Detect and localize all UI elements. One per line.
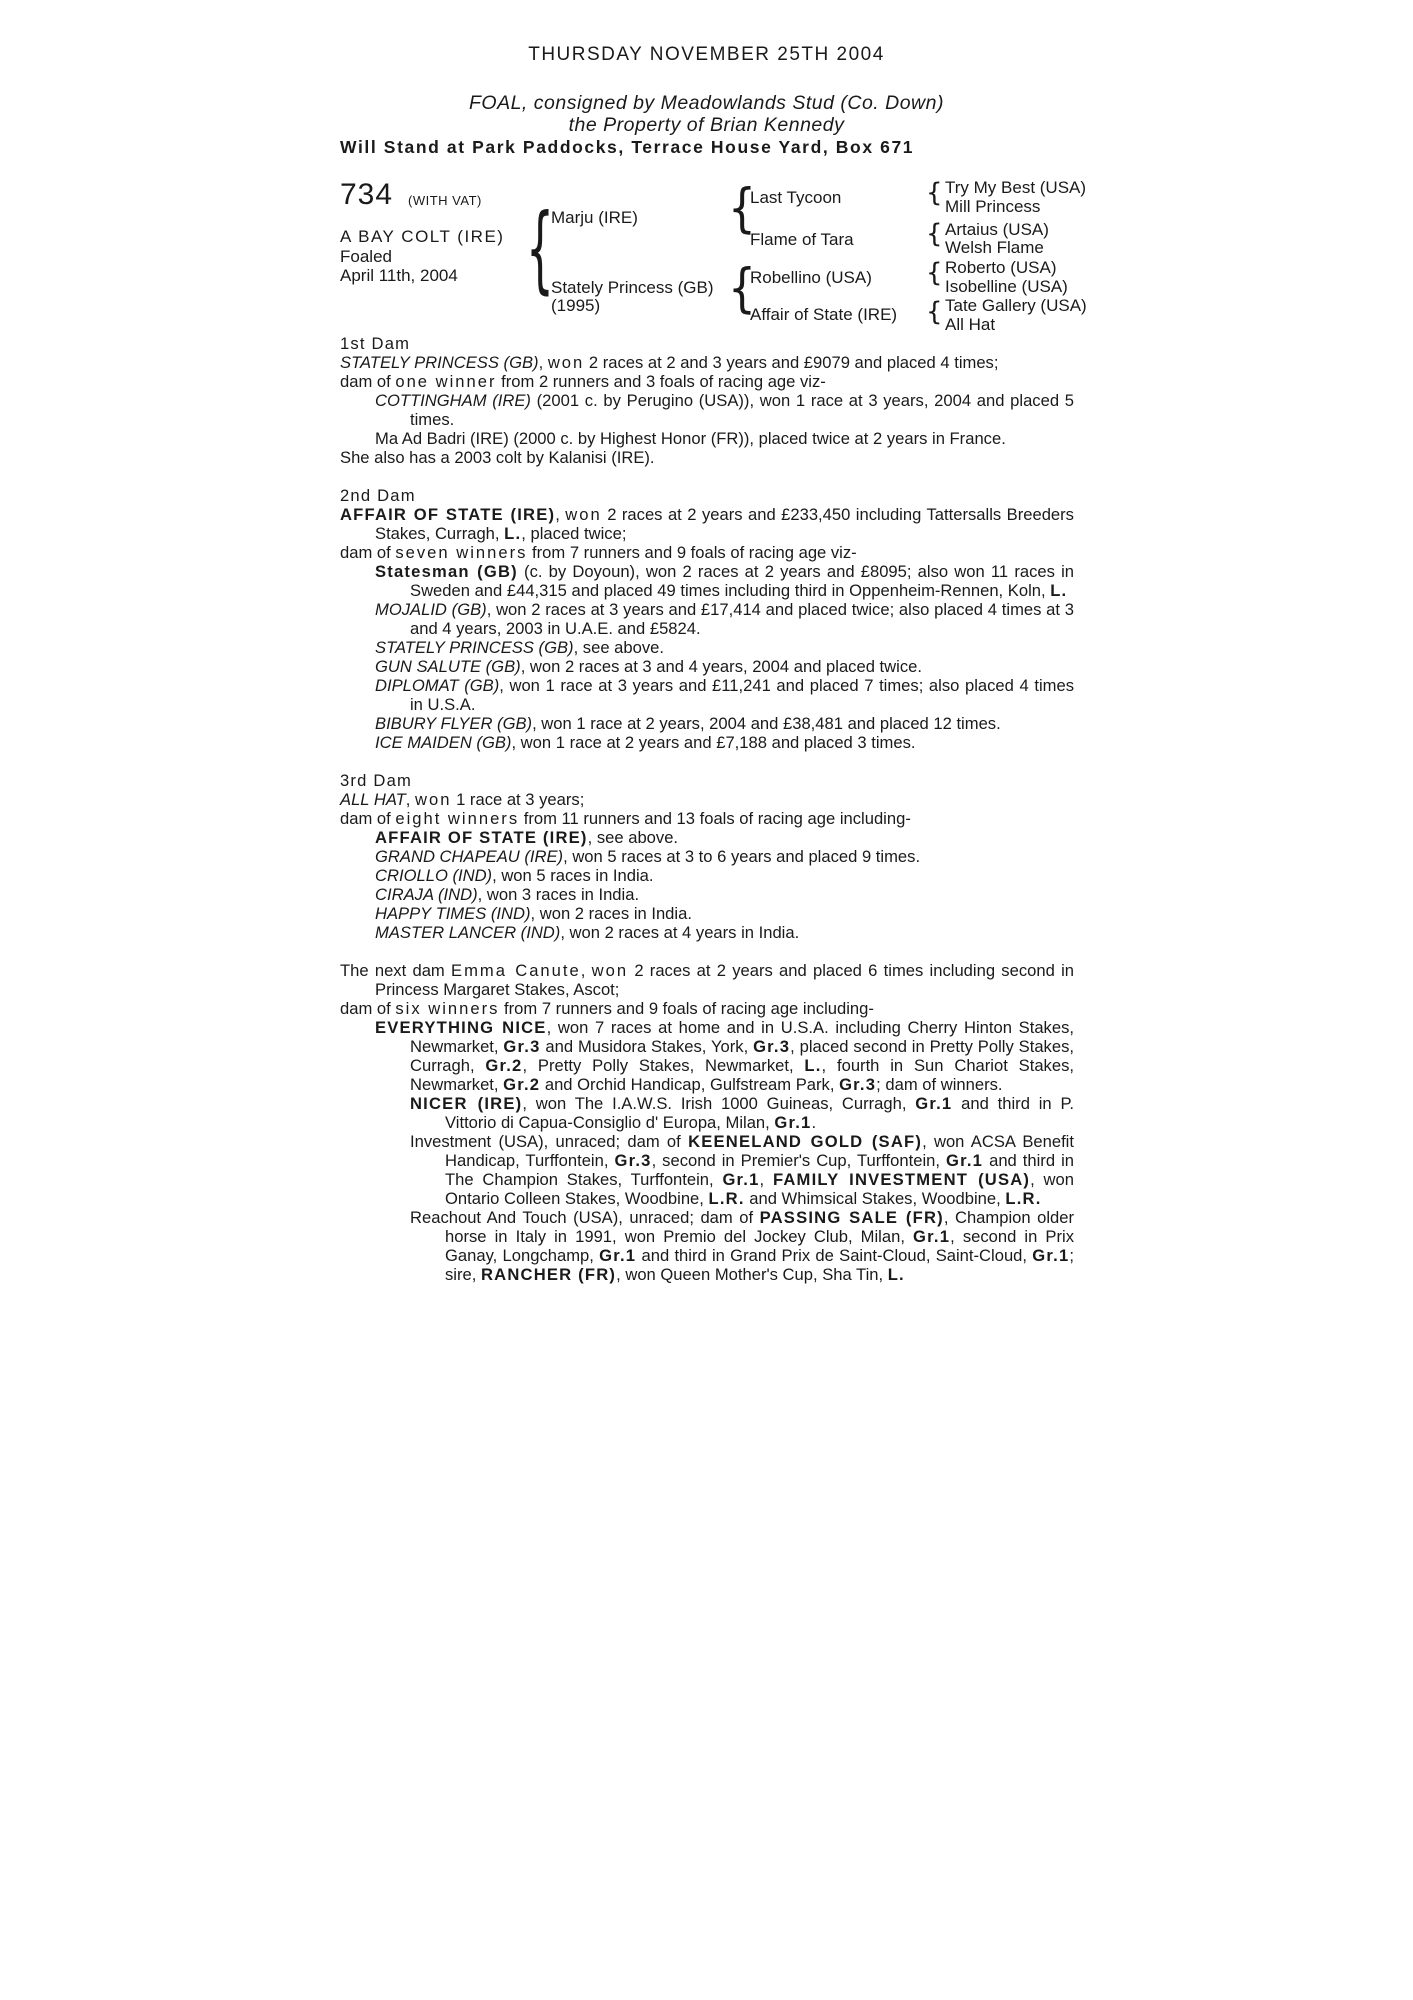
pedigree-brace-icon: { xyxy=(526,195,554,305)
horse-name: AFFAIR OF STATE (IRE) xyxy=(375,828,588,847)
pedigree-dam-year: (1995) xyxy=(551,296,601,315)
produce-entry: MOJALID (GB), won 2 races at 3 years and £17,414 and placed twice; also placed 4 times at 3 and 4 years, 2003 in U.A.E. and £5824. xyxy=(375,600,1074,638)
dam-record: AFFAIR OF STATE (IRE), won 2 races at 2 years and £233,450 including Tattersalls Breeders Stakes, Curragh, L., placed twice; xyxy=(340,505,1074,543)
produce-entry: DIPLOMAT (GB), won 1 race at 3 years and £11,241 and placed 7 times; also placed 4 times in U.S.A. xyxy=(375,676,1074,714)
pedigree-brace-icon: { xyxy=(926,258,943,288)
catalogue-body xyxy=(340,334,1074,1284)
horse-name: CIRAJA (IND) xyxy=(375,885,478,904)
produce-note: She also has a 2003 colt by Kalanisi (IRE). xyxy=(340,448,655,467)
produce-entry: Investment (USA), unraced; dam of KEENELAND GOLD (SAF), won ACSA Benefit Handicap, Turffontein, Gr.3, second in Premier's Cup, Turffontein, Gr.1 and third in The Champion Stakes, Turffontein, Gr.1, FAMILY INVESTMENT (USA), won Ontario Colleen Stakes, Woodbine, L.R. and Whimsical Stakes, Woodbine, L.R. xyxy=(410,1132,1074,1208)
produce-entry: HAPPY TIMES (IND), won 2 races in India. xyxy=(375,904,692,923)
horse-name: AFFAIR OF STATE (IRE) xyxy=(340,505,556,524)
horse-name: PASSING SALE (FR) xyxy=(759,1208,944,1227)
pedigree-brace-icon: { xyxy=(926,178,943,208)
section-heading: 3rd Dam xyxy=(340,771,413,790)
produce-entry: Reachout And Touch (USA), unraced; dam of PASSING SALE (FR), Champion older horse in Italy in 1991, won Premio del Jockey Club, Milan, Gr.1, second in Prix Ganay, Longchamp, Gr.1 and third in Grand Prix de Saint-Cloud, Saint-Cloud, Gr.1; sire, RANCHER (FR), won Queen Mother's Cup, Sha Tin, L. xyxy=(410,1208,1075,1284)
pedigree-g5: Roberto (USA) xyxy=(945,258,1057,277)
produce-entry: Statesman (GB) (c. by Doyoun), won 2 races at 2 years and £8095; also won 11 races in Sweden and £44,315 and placed 49 times including third in Oppenheim-Rennen, Koln, L. xyxy=(375,562,1075,600)
lot-number: 734 xyxy=(340,178,394,211)
pedigree-brace-icon: { xyxy=(728,258,756,320)
stand-location: Will Stand at Park Paddocks, Terrace House Yard, Box 671 xyxy=(340,137,915,157)
section-heading: 2nd Dam xyxy=(340,486,416,505)
produce-entry: GRAND CHAPEAU (IRE), won 5 races at 3 to 6 years and placed 9 times. xyxy=(375,847,921,866)
produce-summary: dam of six winners from 7 runners and 9 foals of racing age including- xyxy=(340,999,874,1018)
dam-record: STATELY PRINCESS (GB), won 2 races at 2 and 3 years and £9079 and placed 4 times; xyxy=(340,353,999,372)
produce-entry: STATELY PRINCESS (GB), see above. xyxy=(375,638,664,657)
pedigree-g3: Artaius (USA) xyxy=(945,220,1049,239)
pedigree-sire-sire: Last Tycoon xyxy=(750,188,842,207)
next-dam-section xyxy=(340,961,1074,1284)
pedigree-brace-icon: { xyxy=(728,178,756,240)
produce-entry: CRIOLLO (IND), won 5 races in India. xyxy=(375,866,654,885)
dam-record: ALL HAT, won 1 race at 3 years; xyxy=(340,790,585,809)
foaled-date: April 11th, 2004 xyxy=(340,266,458,285)
pedigree-dam-dam: Affair of State (IRE) xyxy=(750,305,898,324)
horse-name: DIPLOMAT (GB) xyxy=(375,676,500,695)
horse-name: Emma Canute xyxy=(451,961,581,980)
horse-name: HAPPY TIMES (IND) xyxy=(375,904,531,923)
produce-entry: EVERYTHING NICE, won 7 races at home and in U.S.A. including Cherry Hinton Stakes, Newmarket, Gr.3 and Musidora Stakes, York, Gr.3, placed second in Pretty Polly Stakes, Curragh, Gr.2, Pretty Polly Stakes, Newmarket, L., fourth in Sun Chariot Stakes, Newmarket, Gr.2 and Orchid Handicap, Gulfstream Park, Gr.3; dam of winners. xyxy=(375,1018,1074,1094)
pedigree-sire-dam: Flame of Tara xyxy=(750,230,854,249)
produce-summary: dam of one winner from 2 runners and 3 foals of racing age viz- xyxy=(340,372,826,391)
horse-name: STATELY PRINCESS (GB) xyxy=(340,353,539,372)
produce-summary: dam of eight winners from 11 runners and 13 foals of racing age including- xyxy=(340,809,911,828)
horse-name: STATELY PRINCESS (GB) xyxy=(375,638,574,657)
horse-name: GUN SALUTE (GB) xyxy=(375,657,521,676)
produce-entry: MASTER LANCER (IND), won 2 races at 4 years in India. xyxy=(375,923,800,942)
produce-summary: dam of seven winners from 7 runners and 9 foals of racing age viz- xyxy=(340,543,857,562)
pedigree-g7: Tate Gallery (USA) xyxy=(945,296,1087,315)
horse-name: ALL HAT xyxy=(340,790,406,809)
horse-name: MOJALID (GB) xyxy=(375,600,487,619)
produce-entry: AFFAIR OF STATE (IRE), see above. xyxy=(375,828,679,847)
pedigree-g2: Mill Princess xyxy=(945,197,1041,216)
horse-name: CRIOLLO (IND) xyxy=(375,866,493,885)
horse-name: EVERYTHING NICE xyxy=(375,1018,547,1037)
sale-date: THURSDAY NOVEMBER 25TH 2004 xyxy=(528,44,885,65)
produce-entry: CIRAJA (IND), won 3 races in India. xyxy=(375,885,640,904)
horse-name: ICE MAIDEN (GB) xyxy=(375,733,512,752)
produce-entry: ICE MAIDEN (GB), won 1 race at 2 years and £7,188 and placed 3 times. xyxy=(375,733,916,752)
pedigree-dam: Stately Princess (GB) xyxy=(551,278,714,297)
owner-line: the Property of Brian Kennedy xyxy=(568,114,845,136)
consignor-line: FOAL, consigned by Meadowlands Stud (Co. Down) xyxy=(469,92,944,114)
produce-entry: GUN SALUTE (GB), won 2 races at 3 and 4 years, 2004 and placed twice. xyxy=(375,657,922,676)
horse-name: MASTER LANCER (IND) xyxy=(375,923,561,942)
second-dam-section xyxy=(340,486,1074,752)
horse-name: KEENELAND GOLD (SAF) xyxy=(688,1132,923,1151)
produce-entry: NICER (IRE), won The I.A.W.S. Irish 1000 Guineas, Curragh, Gr.1 and third in P. Vittorio di Capua-Consiglio d' Europa, Milan, Gr.1. xyxy=(410,1094,1074,1132)
pedigree-brace-icon: { xyxy=(926,219,943,249)
horse-name: Statesman (GB) xyxy=(375,562,518,581)
pedigree-g8: All Hat xyxy=(945,315,996,334)
lot-description: A BAY COLT (IRE) xyxy=(340,227,505,246)
pedigree-g1: Try My Best (USA) xyxy=(945,178,1087,197)
section-heading: 1st Dam xyxy=(340,334,411,353)
horse-name: FAMILY INVESTMENT (USA) xyxy=(772,1170,1031,1189)
horse-name: RANCHER (FR) xyxy=(480,1265,617,1284)
horse-name: GRAND CHAPEAU (IRE) xyxy=(375,847,564,866)
dam-record: The next dam Emma Canute, won 2 races at 2 years and placed 6 times including second in Princess Margaret Stakes, Ascot; xyxy=(340,961,1074,999)
horse-name: BIBURY FLYER (GB) xyxy=(375,714,533,733)
produce-entry: Ma Ad Badri (IRE) (2000 c. by Highest Honor (FR)), placed twice at 2 years in France. xyxy=(375,429,1006,448)
pedigree-g6: Isobelline (USA) xyxy=(945,277,1068,296)
foaled-label: Foaled xyxy=(340,247,392,266)
pedigree-sire: Marju (IRE) xyxy=(551,208,638,227)
pedigree-g4: Welsh Flame xyxy=(945,238,1044,257)
third-dam-section xyxy=(340,771,1074,942)
pedigree-brace-icon: { xyxy=(926,297,943,327)
pedigree-dam-sire: Robellino (USA) xyxy=(750,268,872,287)
horse-name: NICER (IRE) xyxy=(410,1094,523,1113)
produce-entry: COTTINGHAM (IRE) (2001 c. by Perugino (USA)), won 1 race at 3 years, 2004 and placed 5 times. xyxy=(375,391,1074,429)
produce-entry: BIBURY FLYER (GB), won 1 race at 2 years, 2004 and £38,481 and placed 12 times. xyxy=(375,714,1001,733)
vat-note: (WITH VAT) xyxy=(408,193,482,208)
first-dam-section xyxy=(340,334,1074,467)
horse-name: COTTINGHAM (IRE) xyxy=(375,391,531,410)
